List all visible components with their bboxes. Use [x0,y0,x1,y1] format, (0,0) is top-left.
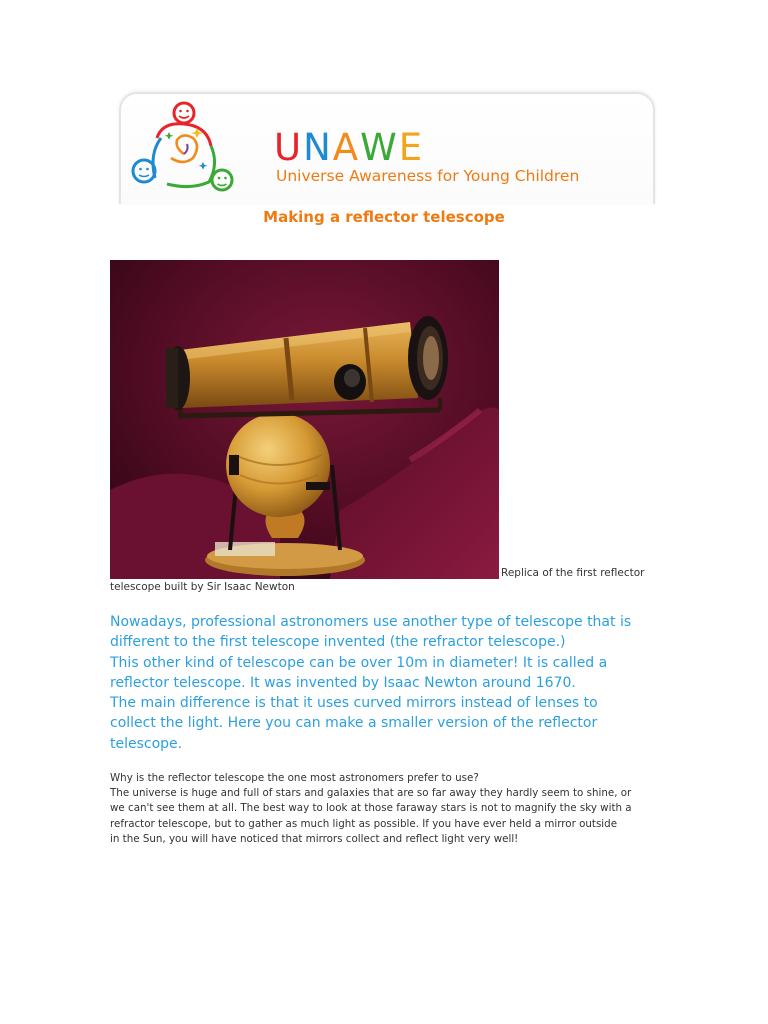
intro-line: This other kind of telescope can be over 10m in diameter! It is called a [110,654,608,671]
brand-letter: W [360,126,399,169]
intro-line: Nowadays, professional astronomers use another type of telescope that is [110,614,632,630]
body-line: Why is the reflector telescope the one most astronomers prefer to use? [110,772,479,784]
intro-line: reflector telescope. It was invented by Isaac Newton around 1670. [110,674,576,691]
body-line: we can't see them at all. The best way to look at those faraway stars is not to magnify the sky with a [110,802,632,815]
figure-caption-part1: Replica of the first reflector [501,567,645,579]
brand-tagline: Universe Awareness for Young Children [276,167,580,185]
header-banner [119,92,655,204]
unawe-logo-icon [127,98,237,194]
page-title: Making a reflector telescope [263,208,505,226]
brand-letter: N [303,126,333,169]
telescope-photo [110,260,499,579]
brand-letter: A [332,126,361,169]
intro-line: The main difference is that it uses curved mirrors instead of lenses to [110,695,598,712]
intro-line: different to the first telescope invented (the refractor telescope.) [110,634,566,651]
figure-caption-part2: telescope built by Sir Isaac Newton [110,581,295,593]
brand-letter: U [274,126,304,169]
body-line: in the Sun, you will have noticed that mirrors collect and reflect light very well! [110,832,519,845]
intro-line: telescope. [110,735,183,752]
brand-letter: E [398,126,425,169]
intro-line: collect the light. Here you can make a smaller version of the reflector [110,715,598,732]
body-line: refractor telescope, but to gather as much light as possible. If you have ever held a mirror outside [110,817,618,830]
intro-paragraph [110,612,670,754]
body-line: The universe is huge and full of stars and galaxies that are so far away they hardly seem to shine, or [110,787,632,800]
body-paragraph [110,771,670,847]
brand-wordmark [274,128,424,168]
